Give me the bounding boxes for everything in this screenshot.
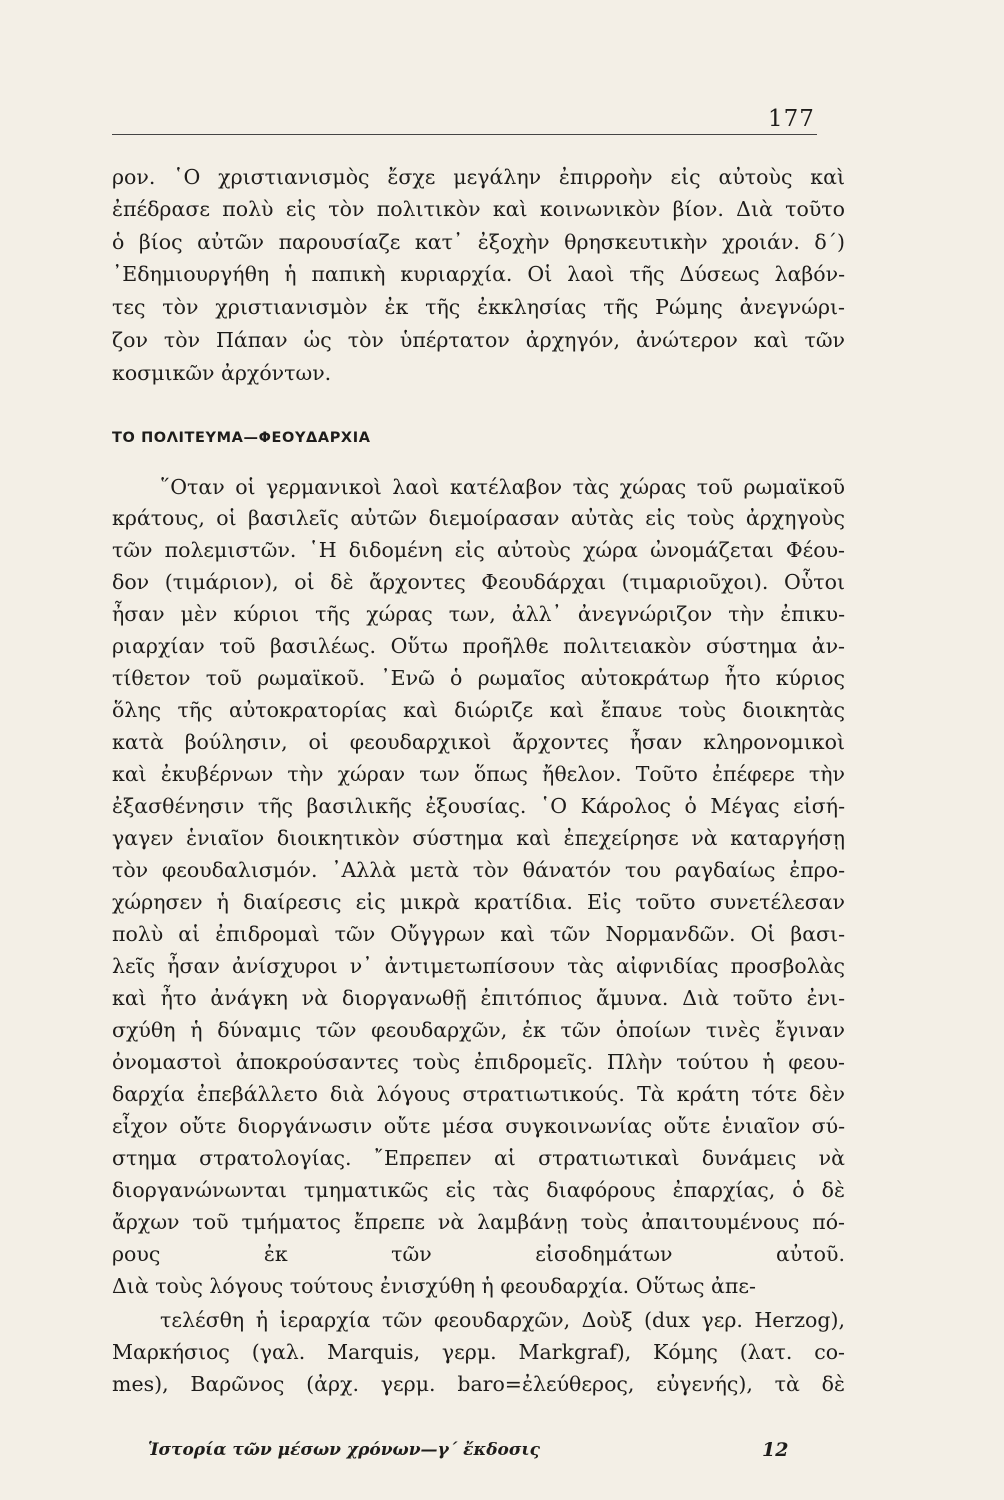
text-line: εἶχον οὔτε διοργάνωσιν οὔτε μέσα συγκοινωνίας οὔτε ἑνιαῖον σύ- <box>112 1114 845 1138</box>
text-line: χώρησεν ἡ διαίρεσις εἰς μικρὰ κρατίδια. Εἰς τοῦτο συνετέλεσαν <box>112 890 845 914</box>
text-line: Διὰ τοὺς λόγους τούτους ἐνισχύθη ἡ φεουδαρχία. Οὕτως ἀπε- <box>112 1274 756 1298</box>
text-line: στημα στρατολογίας. ῎Επρεπεν αἱ στρατιωτικαὶ δυνάμεις νὰ <box>112 1146 845 1170</box>
text-line: Μαρκήσιος (γαλ. Marquis, γερμ. Markgraf), Κόμης (λατ. co- <box>112 1340 845 1364</box>
text-line: τῶν πολεμιστῶν. ῾Η διδομένη εἰς αὐτοὺς χώρα ὠνομάζεται Φέου- <box>112 538 845 562</box>
text-line: καὶ ἦτο ἀνάγκη νὰ διοργανωθῇ ἐπιτόπιος ἄμυνα. Διὰ τοῦτο ἐνι- <box>112 986 845 1010</box>
text-line: διοργανώνωνται τμηματικῶς εἰς τὰς διαφόρους ἐπαρχίας, ὁ δὲ <box>112 1178 845 1202</box>
text-line: ἐξασθένησιν τῆς βασιλικῆς ἐξουσίας. ῾Ο Κάρολος ὁ Μέγας εἰσή- <box>112 794 845 818</box>
section-heading: ΤΟ ΠΟΛΙΤΕΥΜΑ—ΦΕΟΥΔΑΡΧΙΑ <box>112 430 371 446</box>
text-line: ρον. ῾Ο χριστιανισμὸς ἔσχε μεγάλην ἐπιρροὴν εἰς αὐτοὺς καὶ <box>112 165 845 189</box>
text-line: πολὺ αἱ ἐπιδρομαὶ τῶν Οὔγγρων καὶ τῶν Νορμανδῶν. Οἱ βασι- <box>112 922 845 946</box>
text-line: κοσμικῶν ἀρχόντων. <box>112 361 332 385</box>
text-line: κράτους, οἱ βασιλεῖς αὐτῶν διεμοίρασαν αὐτὰς εἰς τοὺς ἀρχηγοὺς <box>112 506 845 530</box>
text-line: δον (τιμάριον), οἱ δὲ ἄρχοντες Φεουδάρχαι (τιμαριοῦχοι). Οὗτοι <box>112 570 845 594</box>
text-line: ἐπέδρασε πολὺ εἰς τὸν πολιτικὸν καὶ κοινωνικὸν βίον. Διὰ τοῦτο <box>112 197 845 221</box>
text-line: καὶ ἐκυβέρνων τὴν χώραν των ὅπως ἤθελον. Τοῦτο ἐπέφερε τὴν <box>112 762 845 786</box>
text-line: ὀνομαστοὶ ἀποκρούσαντες τοὺς ἐπιδρομεῖς. Πλὴν τούτου ἡ φεου- <box>112 1050 845 1074</box>
text-line: ᾽Εδημιουργήθη ἡ παπικὴ κυριαρχία. Οἱ λαοὶ τῆς Δύσεως λαβόν- <box>112 262 845 286</box>
text-line: κατὰ βούλησιν, οἱ φεουδαρχικοὶ ἄρχοντες ἦσαν κληρονομικοὶ <box>112 730 845 754</box>
text-line: ῞Οταν οἱ γερμανικοὶ λαοὶ κατέλαβον τὰς χώρας τοῦ ρωμαϊκοῦ <box>160 475 845 499</box>
footer-book-title: Ἱστορία τῶν μέσων χρόνων—γ΄ ἔκδοσις <box>148 1440 540 1460</box>
text-line: ὅλης τῆς αὐτοκρατορίας καὶ διώριζε καὶ ἔπαυε τοὺς διοικητὰς <box>112 698 845 722</box>
text-line: ἄρχων τοῦ τμήματος ἔπρεπε νὰ λαμβάνῃ τοὺς ἀπαιτουμένους πό- <box>112 1210 845 1234</box>
text-line: ριαρχίαν τοῦ βασιλέως. Οὕτω προῆλθε πολιτειακὸν σύστημα ἀν- <box>112 634 845 658</box>
text-line: τίθετον τοῦ ρωμαϊκοῦ. ᾽Ενῶ ὁ ρωμαῖος αὐτοκράτωρ ἦτο κύριος <box>112 666 845 690</box>
text-line: ἦσαν μὲν κύριοι τῆς χώρας των, ἀλλ᾽ ἀνεγνώριζον τὴν ἐπικυ- <box>112 602 845 626</box>
text-line: σχύθη ἡ δύναμις τῶν φεουδαρχῶν, ἐκ τῶν ὁποίων τινὲς ἔγιναν <box>112 1018 845 1042</box>
text-line: τες τὸν χριστιανισμὸν ἐκ τῆς ἐκκλησίας τῆς Ρώμης ἀνεγνώρι- <box>112 295 845 319</box>
page-number: 177 <box>768 106 815 132</box>
header-rule <box>112 134 817 135</box>
text-line: ρους ἐκ τῶν εἰσοδημάτων αὐτοῦ. <box>112 1242 845 1266</box>
text-line: γαγεν ἑνιαῖον διοικητικὸν σύστημα καὶ ἐπεχείρησε νὰ καταργήσῃ <box>112 826 845 850</box>
text-line: λεῖς ἦσαν ἀνίσχυροι ν᾽ ἀντιμετωπίσουν τὰς αἰφνιδίας προσβολὰς <box>112 954 845 978</box>
text-line: mes), Βαρῶνος (ἀρχ. γερμ. baro=ἐλεύθερος, εὐγενής), τὰ δὲ <box>112 1372 845 1396</box>
text-line: δαρχία ἐπεβάλλετο διὰ λόγους στρατιωτικούς. Τὰ κράτη τότε δὲν <box>112 1082 845 1106</box>
text-line: ὁ βίος αὐτῶν παρουσίαζε κατ᾽ ἐξοχὴν θρησκευτικὴν χροιάν. δ΄) <box>112 230 845 254</box>
text-line: τελέσθη ἡ ἱεραρχία τῶν φεουδαρχῶν, Δοὺξ (dux γερ. Herzog), <box>160 1308 845 1332</box>
footer-signature-mark: 12 <box>762 1439 789 1461</box>
text-line: ζον τὸν Πάπαν ὡς τὸν ὑπέρτατον ἀρχηγόν, ἀνώτερον καὶ τῶν <box>112 328 845 352</box>
text-line: τὸν φεουδαλισμόν. ᾽Αλλὰ μετὰ τὸν θάνατόν του ραγδαίως ἐπρο- <box>112 858 845 882</box>
